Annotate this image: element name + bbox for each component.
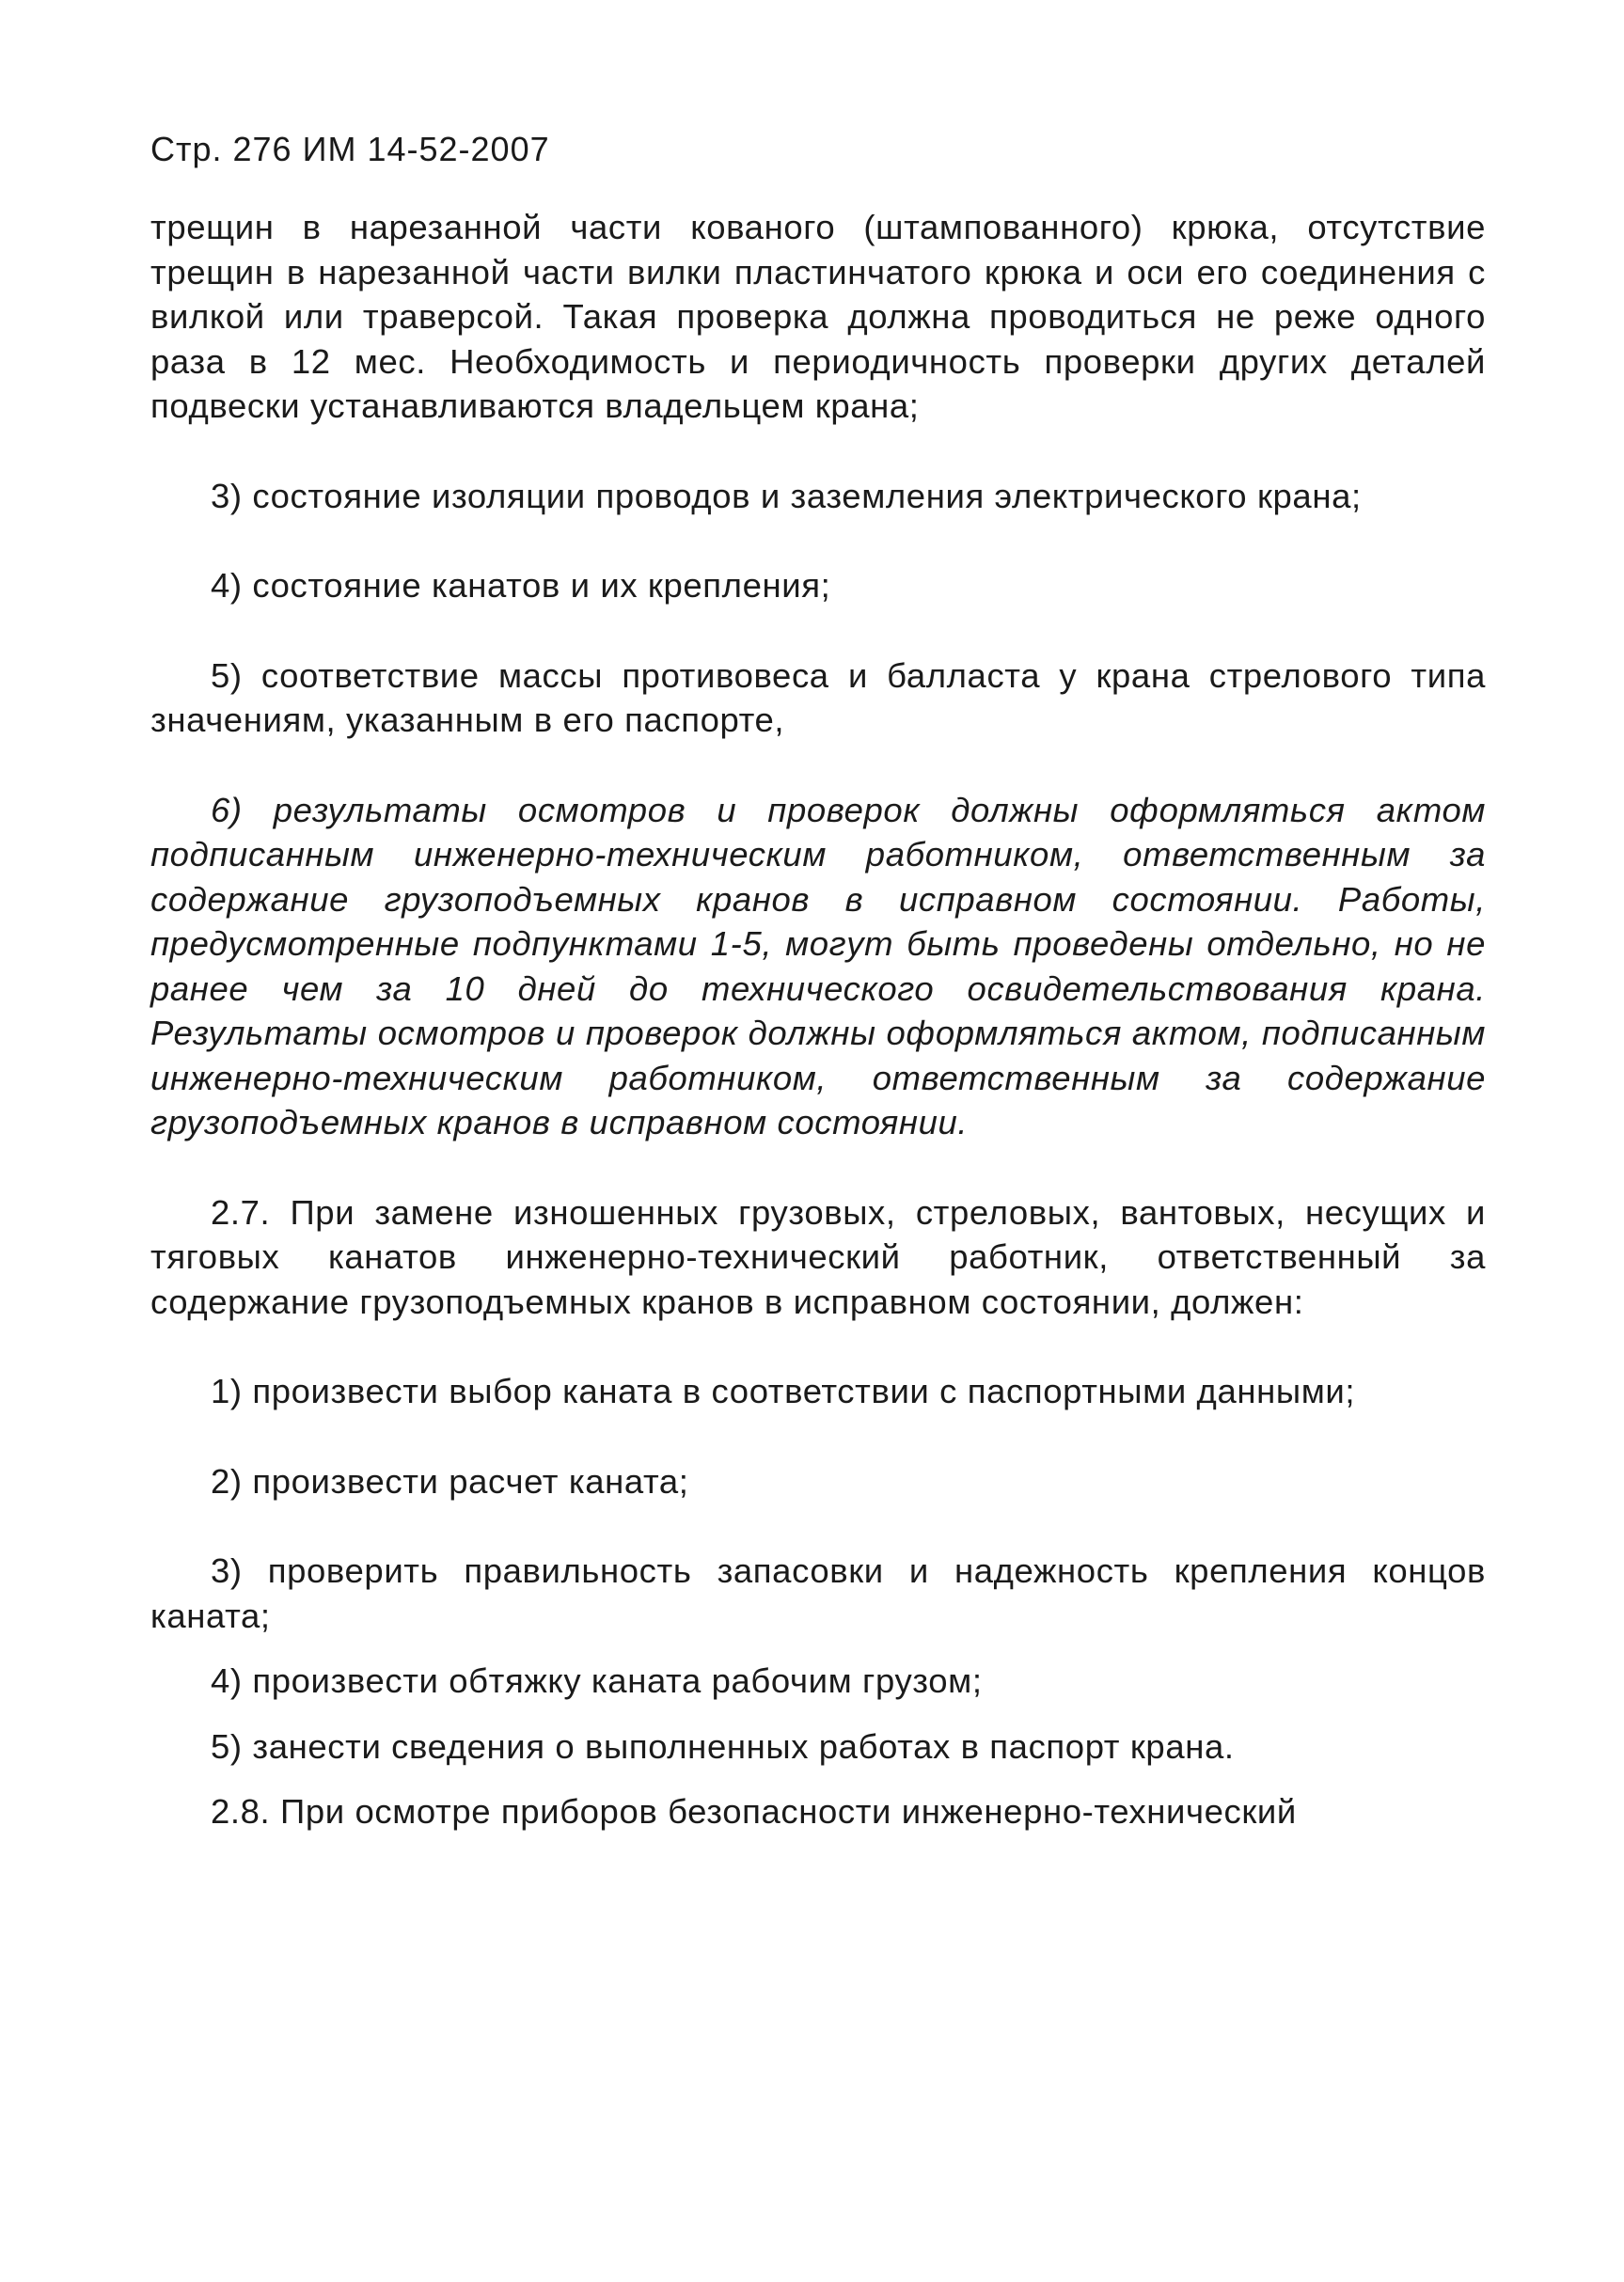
list-item-4: 4) состояние канатов и их крепления;: [211, 566, 831, 605]
page-header: [150, 130, 550, 169]
document-code: ИМ 14-52-2007: [302, 130, 550, 168]
step-3: 3) проверить правильность запасовки и надежность крепления концов каната;: [150, 1551, 1486, 1635]
page-number: Стр. 276: [150, 130, 292, 168]
step-1: 1) произвести выбор каната в соответствии с паспортными данными;: [211, 1372, 1356, 1410]
step-5: 5) занести сведения о выполненных работах в паспорт крана.: [211, 1726, 1235, 1766]
section-2-8: 2.8. При осмотре приборов безопасности инженерно-технический: [211, 1792, 1297, 1831]
document-body: [150, 205, 1486, 1834]
paragraph-continuation: трещин в нарезанной части кованого (штампованного) крюка, отсутствие трещин в нарезанной части вилки пластинчатого крюка и оси его соединения с вилкой или траверсой. Такая проверка должна проводиться не реже одного раза в 12 мес. Необходимость и периодичность проверки других деталей подвески устанавливаются владельцем крана;: [150, 208, 1486, 425]
list-item-6-italic: 6) результаты осмотров и проверок должны оформляться актом подписанным инженерно-техническим работником, ответственным за содержание грузоподъемных кранов в исправном состоянии. Работы, предусмотренные подпунктами 1-5, могут быть проведены отдельно, но не ранее чем за 10 дней до технического освидетельствования крана. Результаты осмотров и проверок должны оформляться актом, подписанным инженерно-техническим работником, ответственным за содержание грузоподъемных кранов в исправном состоянии.: [150, 790, 1486, 1141]
step-2: 2) произвести расчет каната;: [211, 1461, 689, 1501]
list-item-3: 3) состояние изоляции проводов и заземления электрического крана;: [211, 476, 1362, 515]
section-2-7: 2.7. При замене изношенных грузовых, стреловых, вантовых, несущих и тяговых канатов инженерно-технический работник, ответственный за содержание грузоподъемных кранов в исправном состоянии, должен:: [150, 1192, 1486, 1321]
step-4: 4) произвести обтяжку каната рабочим грузом;: [211, 1661, 983, 1700]
list-item-5: 5) соответствие массы противовеса и балласта у крана стрелового типа значениям, указанным в его паспорте,: [150, 655, 1486, 739]
